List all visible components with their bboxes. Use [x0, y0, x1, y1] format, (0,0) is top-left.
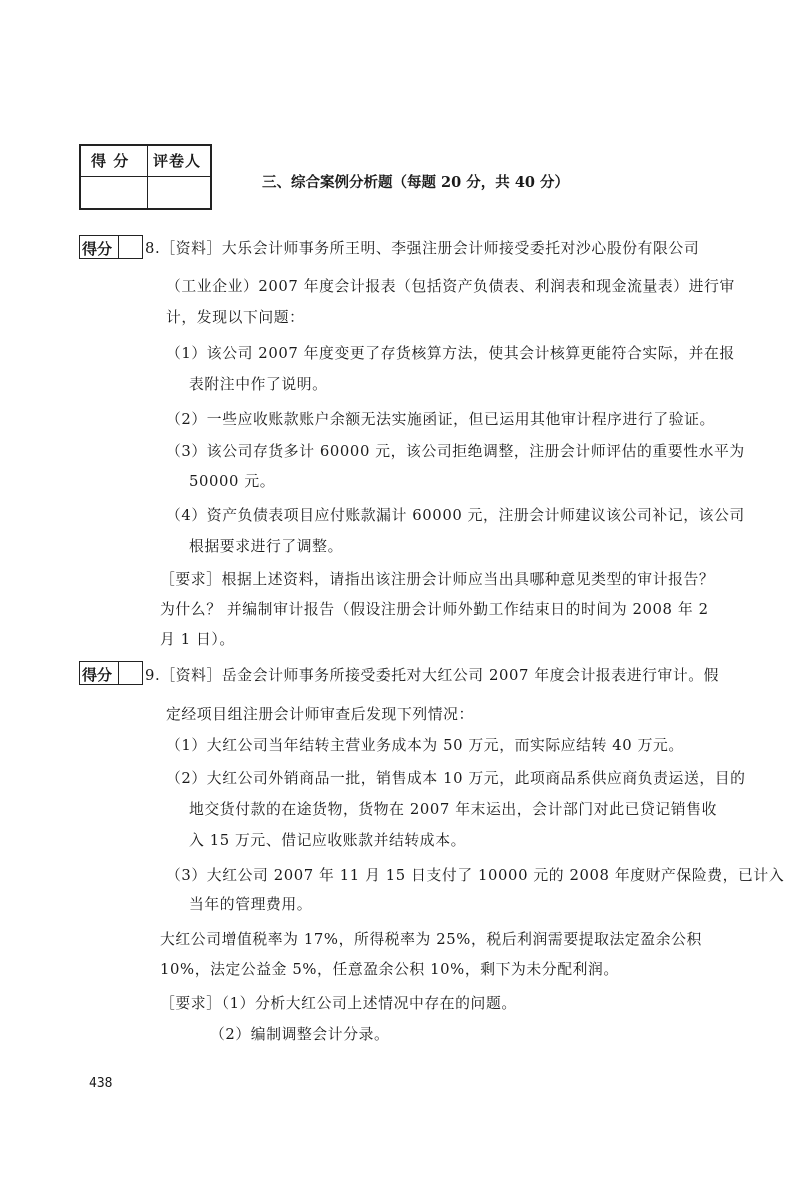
q9-requirement-2: （2）编制调整会计分录。 — [210, 1026, 390, 1043]
q8-score-divider — [118, 236, 119, 258]
q8-requirement-cont-1: 为什么？ 并编制审计报告（假设注册会计师外勤工作结束日的时间为 2008 年 2 — [160, 601, 709, 618]
q8-requirement: ［要求］根据上述资料，请指出该注册会计师应当出具哪种意见类型的审计报告？ — [160, 571, 715, 588]
q9-score-divider — [118, 662, 119, 684]
q8-line-1: 8.［资料］大乐会计师事务所王明、李强注册会计师接受委托对沙心股份有限公司 — [145, 240, 700, 257]
table-divider-vertical — [147, 146, 148, 208]
q9-line-2: 定经项目组注册会计师审查后发现下列情况： — [166, 706, 474, 723]
q9-item-1: （1）大红公司当年结转主营业务成本为 50 万元，而实际应结转 40 万元。 — [166, 737, 684, 754]
q8-item-4-cont: 根据要求进行了调整。 — [189, 538, 343, 555]
page-number: 438 — [89, 1076, 113, 1091]
q9-item-3: （3）大红公司 2007 年 11 月 15 日支付了 10000 元的 2008 年度财产保险费，已计入 — [166, 867, 785, 884]
q9-line-1: 9.［资料］岳金会计师事务所接受委托对大红公司 2007 年度会计报表进行审计。假 — [145, 667, 720, 684]
q9-rates-cont: 10%，法定公益金 5%，任意盈余公积 10%，剩下为未分配利润。 — [160, 961, 619, 978]
q9-item-3-cont: 当年的管理费用。 — [189, 896, 313, 913]
section-title: 三、综合案例分析题（每题 20 分，共 40 分） — [262, 174, 570, 191]
q9-item-2-cont-1: 地交货付款的在途货物，货物在 2007 年末运出，会计部门对此已贷记销售收 — [189, 801, 717, 818]
q8-line-3: 计，发现以下问题： — [166, 309, 305, 326]
table-divider-horizontal — [81, 176, 210, 177]
score-header: 得 分 — [91, 152, 130, 170]
q8-item-2: （2）一些应收账款账户余额无法实施函证，但已运用其他审计程序进行了验证。 — [166, 411, 715, 428]
q9-item-2-cont-2: 入 15 万元、借记应收账款并结转成本。 — [189, 832, 466, 849]
q9-rates: 大红公司增值税率为 17%，所得税率为 25%，税后利润需要提取法定盈余公积 — [160, 931, 702, 948]
q8-requirement-cont-2: 月 1 日）。 — [160, 631, 235, 648]
grader-header: 评卷人 — [153, 152, 202, 170]
q9-item-2: （2）大红公司外销商品一批，销售成本 10 万元，此项商品系供应商负责运送，目的 — [166, 770, 746, 787]
q8-score-label: 得分 — [82, 240, 113, 258]
q8-item-3-cont: 50000 元。 — [189, 473, 276, 490]
q9-requirement-1: ［要求］（1）分析大红公司上述情况中存在的问题。 — [160, 995, 517, 1012]
score-table — [79, 144, 212, 210]
q8-line-2: （工业企业）2007 年度会计报表（包括资产负债表、利润表和现金流量表）进行审 — [166, 278, 735, 295]
q9-score-label: 得分 — [82, 666, 113, 684]
q8-score-box — [79, 235, 143, 259]
q8-item-3: （3）该公司存货多计 60000 元，该公司拒绝调整，注册会计师评估的重要性水平为 — [166, 443, 745, 460]
q9-score-box — [79, 661, 143, 685]
q8-item-1-cont: 表附注中作了说明。 — [189, 376, 328, 393]
q8-item-4: （4）资产负债表项目应付账款漏计 60000 元，注册会计师建议该公司补记，该公司 — [166, 507, 745, 524]
q8-item-1: （1）该公司 2007 年度变更了存货核算方法，使其会计核算更能符合实际，并在报 — [166, 345, 735, 362]
